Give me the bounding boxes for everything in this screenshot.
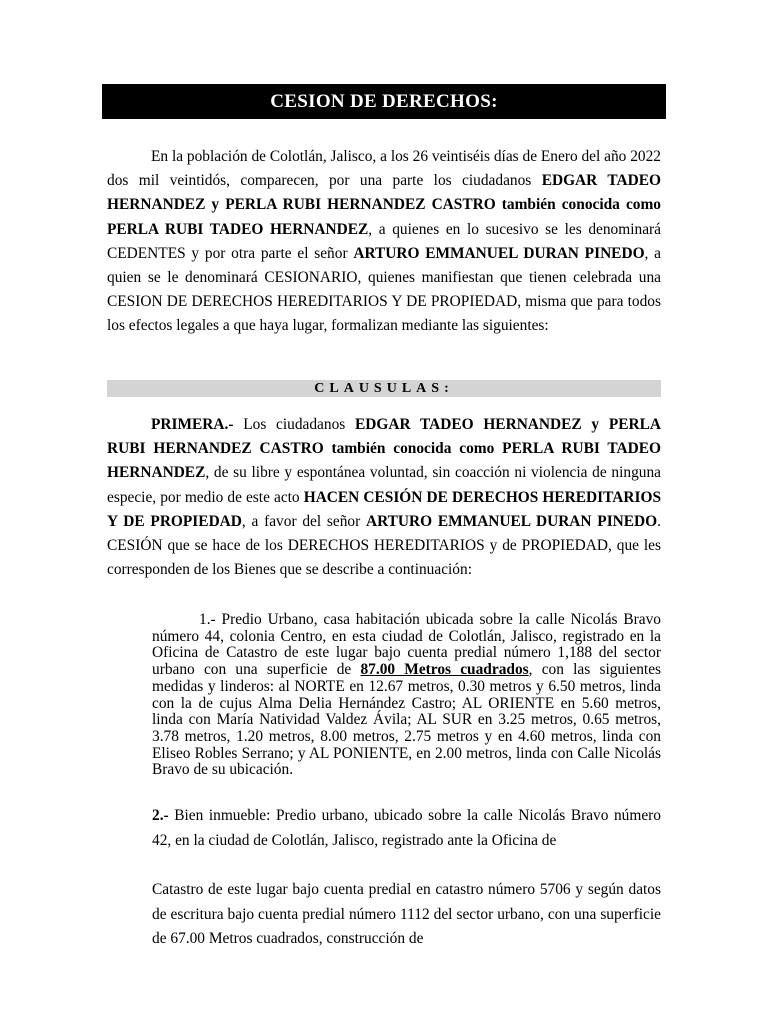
clausulas-heading-text: CLAUSULAS: <box>314 380 454 396</box>
primera-cesionario: ARTURO EMMANUEL DURAN PINEDO <box>365 512 658 530</box>
item1-text-1: 1.- Predio Urbano, casa habitación ubicada sobre la calle Nicolás Bravo número 44, colonia Centro, en esta ciudad de Colotlán, Jalisco, registrado en la Oficina de Catastro de este lugar bajo cuenta predial número 1,188 del sector urbano con una superficie de <box>152 611 661 679</box>
primera-text-2: , de su libre y espontánea voluntad, sin coacción ni violencia de ninguna especie, por medio de este acto <box>107 464 661 506</box>
intro-paragraph <box>107 145 661 339</box>
intro-text-3: , a quien se le denominará CESIONARIO, quienes manifiestan que tienen celebrada una CESION DE DERECHOS HEREDITARIOS Y DE PROPIEDAD, misma que para todos los efectos legales a que haya lugar, formalizan mediante las siguientes: <box>107 244 661 335</box>
primera-label: PRIMERA.- <box>151 416 234 433</box>
property-item-1 <box>152 612 661 779</box>
clausulas-heading <box>107 380 661 397</box>
primera-text-3: , a favor del señor <box>241 512 366 530</box>
intro-text-1: En la población de Colotlán, Jalisco, a los 26 veintiséis días de Enero del año 2022 dos mil veintidós, comparecen, por una parte los ciudadanos <box>107 148 661 190</box>
item2-text-1: Bien inmueble: Predio urbano, ubicado sobre la calle Nicolás Bravo número 42, en la ciudad de Colotlán, Jalisco, registrado ante la Oficina de <box>152 807 661 849</box>
property-item-2-continued <box>152 878 661 952</box>
clause-primera <box>107 413 661 582</box>
intro-text-2: , a quienes en lo sucesivo se les denominará CEDENTES y por otra parte el señor <box>107 220 661 262</box>
property-item-2 <box>152 804 661 853</box>
item1-area: 87.00 Metros cuadrados <box>360 661 529 679</box>
item2-label: 2.- <box>152 807 169 824</box>
primera-cedentes: EDGAR TADEO HERNANDEZ y PERLA RUBI HERNANDEZ CASTRO también conocida como PERLA RUBI TADEO HERNANDEZ <box>107 416 661 482</box>
primera-text-4: . CESIÓN que se hace de los DERECHOS HEREDITARIOS y de PROPIEDAD, que les corresponden de los Bienes que se describe a continuación: <box>107 512 662 579</box>
primera-action: HACEN CESIÓN DE DERECHOS HEREDITARIOS Y DE PROPIEDAD <box>107 488 661 530</box>
primera-text-1: Los ciudadanos <box>233 416 355 433</box>
document-title <box>102 84 666 119</box>
item2-text-2: Catastro de este lugar bajo cuenta predial en catastro número 5706 y según datos de escritura bajo cuenta predial número 1112 del sector urbano, con una superficie de 67.00 Metros cuadrados, construcción de <box>152 881 661 948</box>
intro-party-cesionario: ARTURO EMMANUEL DURAN PINEDO <box>353 244 645 262</box>
item1-text-2: , con las siguientes medidas y linderos: al NORTE en 12.67 metros, 0.30 metros y 6.50 metros, linda con la de cujus Alma Delia Hernández Castro; AL ORIENTE en 5.60 metros, linda con María Natividad Valdez Ávila; AL SUR en 3.25 metros, 0.65 metros, 3.78 metros, 1.20 metros, 8.00 metros, 2.75 metros y en 4.60 metros, linda con Eliseo Robles Serrano; y AL PONIENTE, en 2.00 metros, linda con Calle Nicolás Bravo de su ubicación. <box>152 661 662 779</box>
intro-parties-cedentes: EDGAR TADEO HERNANDEZ y PERLA RUBI HERNANDEZ CASTRO también conocida como PERLA RUBI TADEO HERNANDEZ <box>107 172 661 238</box>
document-title-text: CESION DE DERECHOS: <box>270 90 498 112</box>
